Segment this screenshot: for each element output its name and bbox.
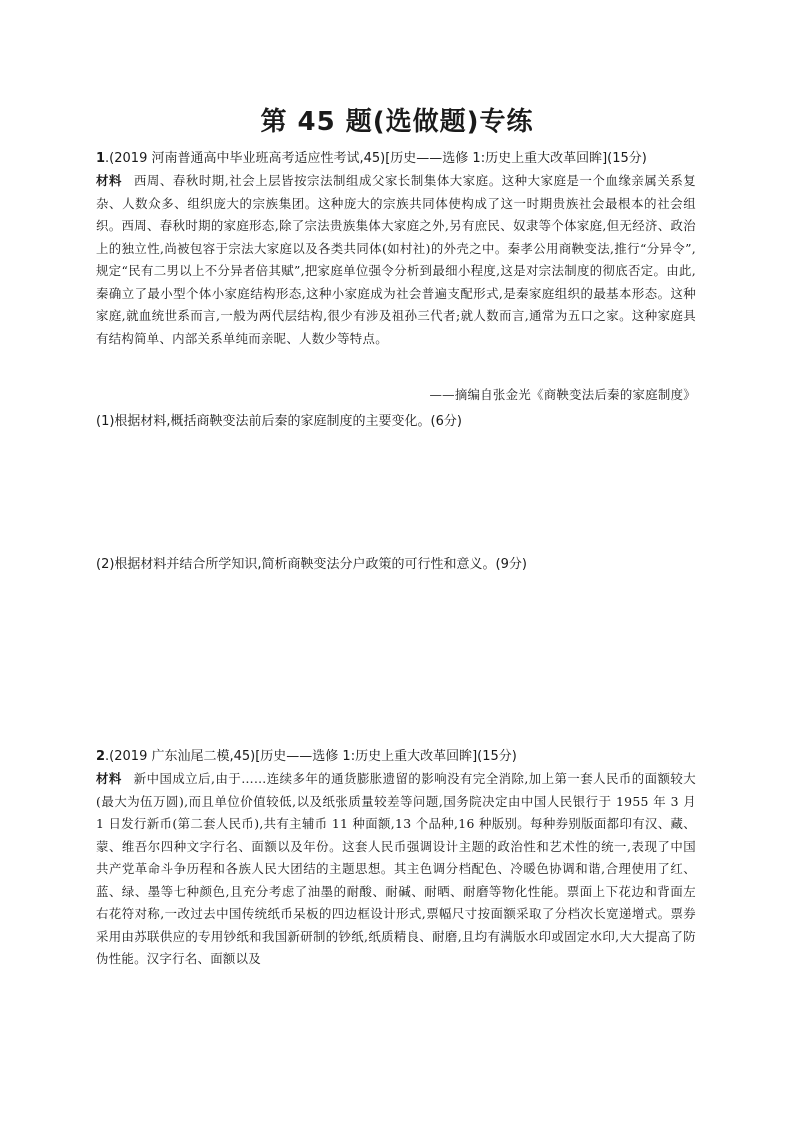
material-text: 西周、春秋时期,社会上层皆按宗法制组成父家长制集体大家庭。这种大家庭是一个血缘亲属关系复杂、人数众多、组织庞大的宗族集团。这种庞大的宗族共同体使构成了这一时期贵族社会最根本的社会组织。西周、春秋时期的家庭形态,除了宗法贵族集体大家庭之外,另有庶民、奴隶等个体家庭,但无经济、政治上的独立性,尚被包容于宗法大家庭以及各类共同体(如村社)的外壳之中。秦孝公用商鞅变法,推行“分异令”,规定“民有二男以上不分异者倍其赋”,把家庭单位强令分析到最细小程度,这是对宗法制度的彻底否定。由此,秦确立了最小型个体小家庭结构形态,这种小家庭成为社会普遍支配形式,是秦家庭组织的最基本形态。这种家庭,就血统世系而言,一般为两代层结构,很少有涉及祖孙三代者;就人数而言,通常为五口之家。这种家庭具有结构简单、内部关系单纯而亲昵、人数少等特点。: [96, 173, 696, 346]
material-label: 材料: [96, 771, 122, 786]
sub-question-2: (2)根据材料并结合所学知识,简析商鞅变法分户政策的可行性和意义。(9分): [96, 557, 527, 572]
material-label: 材料: [96, 173, 122, 188]
question-number: 1: [96, 151, 106, 166]
question-2-heading: [96, 746, 696, 768]
page-title: 第 45 题(选做题)专练: [260, 107, 534, 137]
question-1-material: [96, 170, 696, 350]
sub-question-1: (1)根据材料,概括商鞅变法前后秦的家庭制度的主要变化。(6分): [96, 414, 462, 429]
material-text: 新中国成立后,由于……连续多年的通货膨胀遗留的影响没有完全消除,加上第一套人民币的面额较大(最大为伍万圆),而且单位价值较低,以及纸张质量较差等问题,国务院决定由中国人民银行于 1955 年 3 月 1 日发行新币(第二套人民币),共有主辅币 11 种面额,13 个品种,16 种版别。每种券别版面都印有汉、藏、蒙、维吾尔四种文字行名、面额以及年份。这套人民币强调设计主题的政治性和艺术性的统一,表现了中国共产党革命斗争历程和各族人民大团结的主题思想。其主色调分档配色、冷暖色协调和谐,合理使用了红、蓝、绿、墨等七种颜色,且充分考虑了油墨的耐酸、耐碱、耐晒、耐磨等物化性能。票面上下花边和背面左右花符对称,一改过去中国传统纸币呆板的四边框设计形式,票幅尺寸按面额采取了分档次长宽递增式。票券采用由苏联供应的专用钞纸和我国新研制的钞纸,纸质精良、耐磨,且均有满版水印或固定水印,大大提高了防伪性能。汉字行名、面额以及: [96, 771, 696, 966]
question-number: 2: [96, 749, 106, 764]
question-source: .(2019 广东汕尾二模,45)[历史——选修 1:历史上重大改革回眸](15分): [105, 749, 517, 764]
question-source: .(2019 河南普通高中毕业班高考适应性考试,45)[历史——选修 1:历史上重大改革回眸](15分): [105, 151, 647, 166]
material-citation: ——摘编自张金光《商鞅变法后秦的家庭制度》: [429, 387, 696, 402]
question-1-heading: [96, 148, 696, 170]
question-2-material: [96, 768, 696, 971]
